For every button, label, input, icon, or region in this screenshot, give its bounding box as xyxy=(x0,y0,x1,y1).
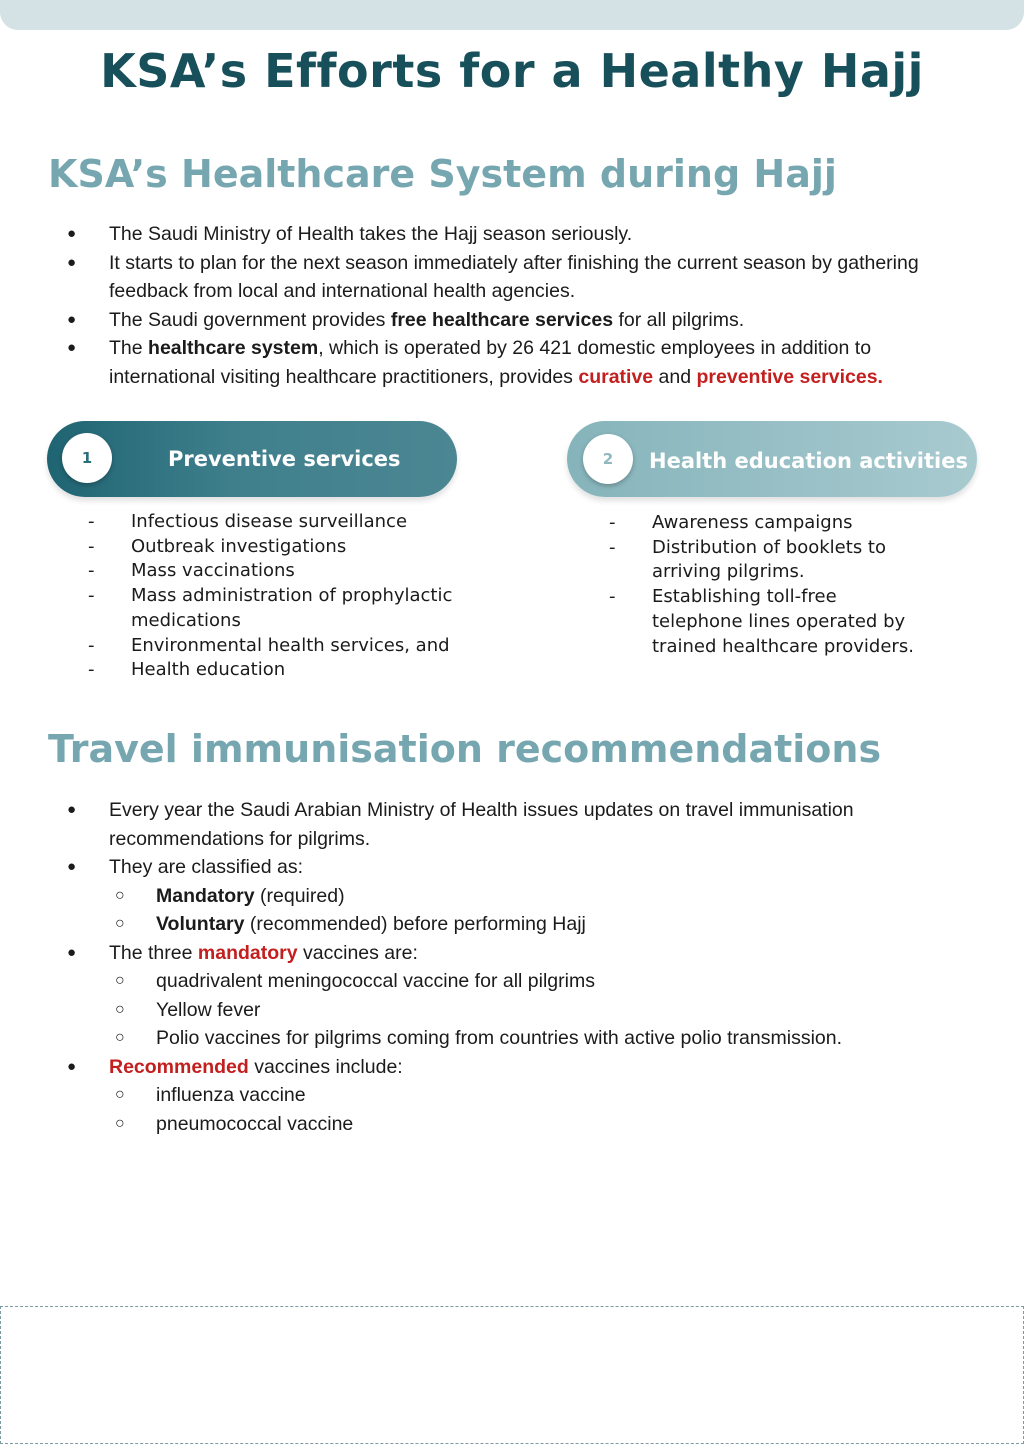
health-education-header xyxy=(567,421,977,497)
number-badge-1: 1 xyxy=(62,433,112,483)
health-education-label: Health education activities xyxy=(649,449,968,473)
health-education-list xyxy=(609,511,919,659)
list-item: - Establishing toll-free telephone lines operated by trained healthcare providers. xyxy=(609,585,919,659)
preventive-services-label: Preventive services xyxy=(168,447,401,471)
list-item: - Mass administration of prophylactic medications xyxy=(88,584,468,633)
list-item: - Awareness campaigns xyxy=(609,511,919,536)
page-title: KSA’s Efforts for a Healthy Hajj xyxy=(100,44,924,98)
list-item: ● The Saudi Ministry of Health takes the Hajj season seriously. xyxy=(0,220,919,249)
notes-placeholder-box xyxy=(0,1306,1024,1444)
list-item: ○ Yellow fever xyxy=(109,996,919,1025)
highlight-mandatory: mandatory xyxy=(197,941,298,964)
list-item: - Mass vaccinations xyxy=(88,559,468,584)
section-title-immunisation: Travel immunisation recommendations xyxy=(48,727,882,771)
number-badge-2: 2 xyxy=(583,434,633,484)
list-item: ○ pneumococcal vaccine xyxy=(109,1110,919,1139)
top-header-band xyxy=(0,0,1024,30)
list-item: - Infectious disease surveillance xyxy=(88,510,468,535)
list-item: ● The Saudi government provides free healthcare services for all pilgrims. xyxy=(0,306,919,335)
list-item: ○ quadrivalent meningococcal vaccine for all pilgrims xyxy=(109,967,919,996)
list-item: ● They are classified as: ○ Mandatory (required) ○ Voluntary (recommended) before performing Hajj xyxy=(0,853,919,939)
list-item: ○ Voluntary (recommended) before performing Hajj xyxy=(109,910,919,939)
healthcare-bullet-list xyxy=(0,220,919,391)
recommended-vaccines-list xyxy=(109,1081,919,1138)
list-item: ● Recommended vaccines include: ○ influenza vaccine ○ pneumococcal vaccine xyxy=(0,1053,919,1139)
list-item: ○ Mandatory (required) xyxy=(109,882,919,911)
highlight-recommended: Recommended xyxy=(109,1055,249,1078)
mandatory-vaccines-list xyxy=(109,967,919,1053)
list-item: - Outbreak investigations xyxy=(88,535,468,560)
list-item: - Health education xyxy=(88,658,468,683)
list-item: ○ influenza vaccine xyxy=(109,1081,919,1110)
highlight-preventive: preventive services. xyxy=(696,365,883,388)
list-item: ● The three mandatory vaccines are: ○ quadrivalent meningococcal vaccine for all pilgrims ○ Yellow fever ○ Polio vaccines for pilgrims coming from countries with active polio transmission. xyxy=(0,939,919,1053)
bold-text: free healthcare services xyxy=(390,308,614,331)
immunisation-bullet-list xyxy=(0,796,919,1138)
preventive-services-list xyxy=(88,510,468,683)
bold-text: healthcare system xyxy=(148,337,319,359)
highlight-curative: curative xyxy=(578,365,654,388)
list-item: - Distribution of booklets to arriving pilgrims. xyxy=(609,536,919,585)
list-item: ● Every year the Saudi Arabian Ministry of Health issues updates on travel immunisation recommendations for pilgrims. xyxy=(0,796,919,853)
list-item: ○ Polio vaccines for pilgrims coming from countries with active polio transmission. xyxy=(109,1024,919,1053)
section-title-healthcare-system: KSA’s Healthcare System during Hajj xyxy=(48,152,837,196)
list-item: ● The healthcare system, which is operated by 26 421 domestic employees in addition to international visiting healthcare practitioners, provides curative and preventive services. xyxy=(0,334,919,391)
list-item: ● It starts to plan for the next season immediately after finishing the current season by gathering feedback from local and international health agencies. xyxy=(0,249,919,306)
bold-text: Voluntary xyxy=(156,913,245,935)
preventive-services-header xyxy=(47,421,457,497)
classification-list xyxy=(109,882,919,939)
bold-text: Mandatory xyxy=(156,884,255,907)
list-item: - Environmental health services, and xyxy=(88,634,468,659)
